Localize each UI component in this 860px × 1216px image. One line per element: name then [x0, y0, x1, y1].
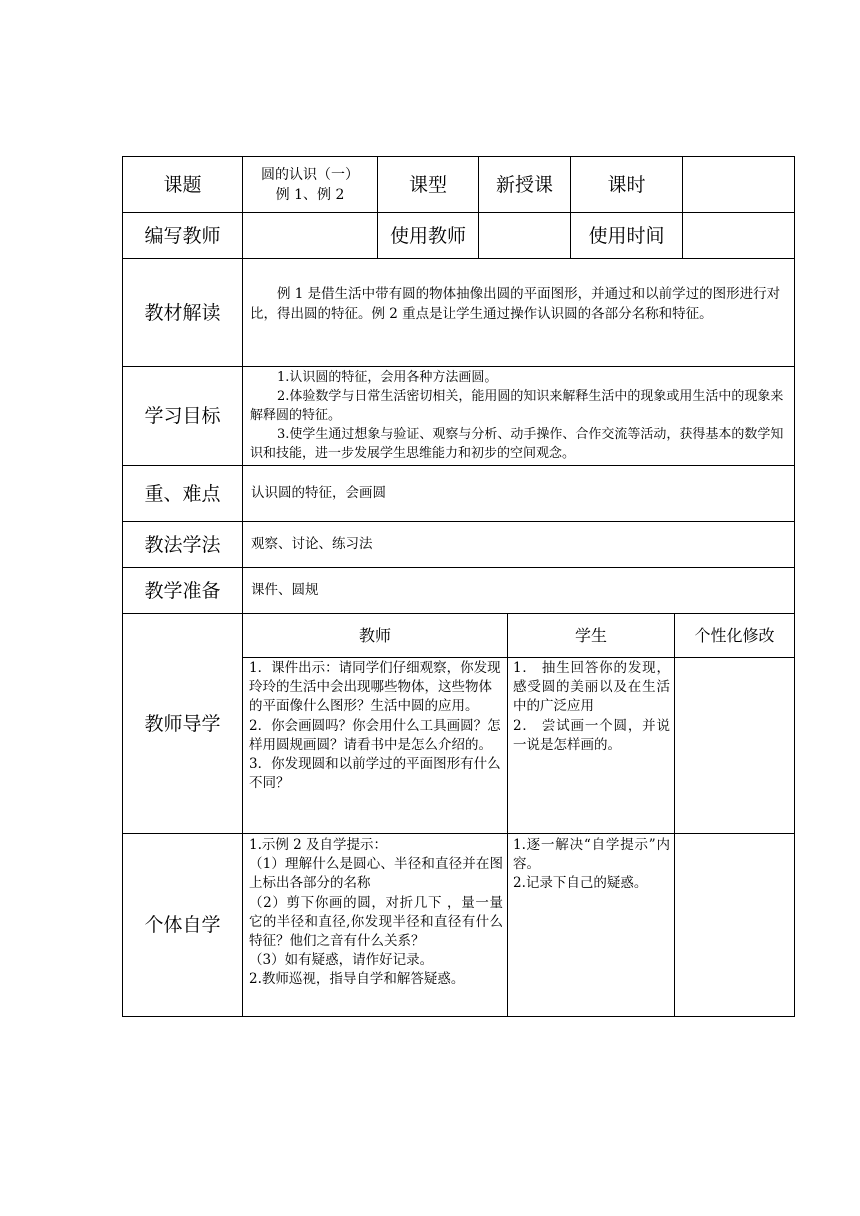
self-study-teacher-item: （3）如有疑惑，请作好记录。 — [249, 952, 434, 969]
self-study-teacher-item: 1.示例 2 及自学提示： — [249, 837, 388, 853]
preparation-text: 课件、圆规 — [251, 582, 319, 598]
self-study-custom — [675, 834, 794, 1016]
topic-value-line1: 圆的认识（一） — [261, 166, 359, 183]
guide-custom — [675, 658, 794, 833]
type-value: 新授课 — [495, 173, 553, 196]
self-study-student-item: 1.逐一解决“自学提示”内容。 — [513, 837, 670, 873]
goals-label: 学习目标 — [144, 405, 221, 427]
period-value — [683, 157, 794, 212]
goals-list — [250, 368, 792, 464]
self-study-teacher-item: （2）剪下你画的圆，对折几下 ，量一量它的半径和直径,你发现半径和直径有什么特征？他们之音有什么关系？ — [249, 894, 503, 950]
self-study-label: 个体自学 — [144, 914, 221, 936]
topic-value — [243, 157, 377, 212]
table-border-right — [794, 156, 795, 1017]
material-text: 例 1 是借生活中带有圆的物体抽像出圆的平面图形，并通过和以前学过的图形进行对比，得出圆的特征。例 2 重点是让学生通过操作认识圆的各部分名称和特征。 — [250, 286, 781, 322]
methods-label: 教法学法 — [144, 533, 221, 556]
time-label: 使用时间 — [588, 224, 665, 247]
material-label: 教材解读 — [144, 301, 221, 324]
writer-label: 编写教师 — [144, 224, 221, 247]
guide-teacher — [249, 659, 503, 831]
self-study-teacher-item: （1）理解什么是圆心、半径和直径并在图上标出各部分的名称 — [249, 856, 503, 892]
topic-value-line2: 例 1、例 2 — [275, 186, 345, 203]
goal-item: 2.体验数学与日常生活密切相关，能用圆的知识来解释生活中的现象或用生活中的现象来解释圆的特征。 — [250, 389, 784, 423]
column-header-student: 学生 — [574, 625, 607, 645]
column-divider — [242, 156, 243, 1017]
type-label: 课型 — [408, 173, 447, 196]
guide-student-item: 1． 抽生回答你的发现，感受圆的美丽以及在生活中的广泛应用 — [513, 660, 670, 715]
self-study-student-item: 2.记录下自己的疑惑。 — [513, 875, 648, 892]
self-study-student — [513, 836, 670, 1014]
writer-value — [243, 213, 377, 258]
user-label: 使用教师 — [389, 224, 466, 247]
period-label: 课时 — [607, 173, 646, 196]
time-value — [683, 213, 794, 258]
key-points-text: 认识圆的特征，会画圆 — [251, 485, 386, 501]
guide-teacher-item: 1．课件出示：请同学们仔细观察，你发现玲玲的生活中会出现哪些物体，这些物体的平面像什么图形？生活中圆的应用。 — [249, 660, 501, 715]
column-header-teacher: 教师 — [358, 625, 391, 645]
guide-label: 教师导学 — [144, 712, 221, 735]
methods-text: 观察、讨论、练习法 — [251, 536, 373, 552]
goal-item: 3.使学生通过想象与验证、观察与分析、动手操作、合作交流等活动，获得基本的数学知识和技能，进一步发展学生思维能力和初步的空间观念。 — [250, 427, 784, 461]
self-study-teacher-item: 2.教师巡视，指导自学和解答疑惑。 — [249, 971, 465, 988]
column-header-custom: 个性化修改 — [694, 625, 775, 645]
guide-teacher-item: 3．你发现圆和以前学过的平面图形有什么不同？ — [249, 756, 501, 792]
key-points-label: 重、难点 — [144, 482, 221, 505]
preparation-label: 教学准备 — [144, 579, 221, 602]
goal-item: 1.认识圆的特征，会用各种方法画圆。 — [277, 370, 498, 385]
guide-teacher-item: 2．你会画圆吗？你会用什么工具画圆？怎样用圆规画圆？请看书中是怎么介绍的。 — [249, 717, 501, 753]
guide-student-item: 2． 尝试画一个圆，并说一说是怎样画的。 — [513, 717, 670, 753]
guide-student — [513, 659, 670, 831]
topic-label: 课题 — [163, 173, 202, 196]
table-border-bottom — [122, 1016, 795, 1017]
column-divider — [507, 613, 508, 1017]
user-value — [479, 213, 570, 258]
self-study-teacher — [249, 836, 503, 1014]
